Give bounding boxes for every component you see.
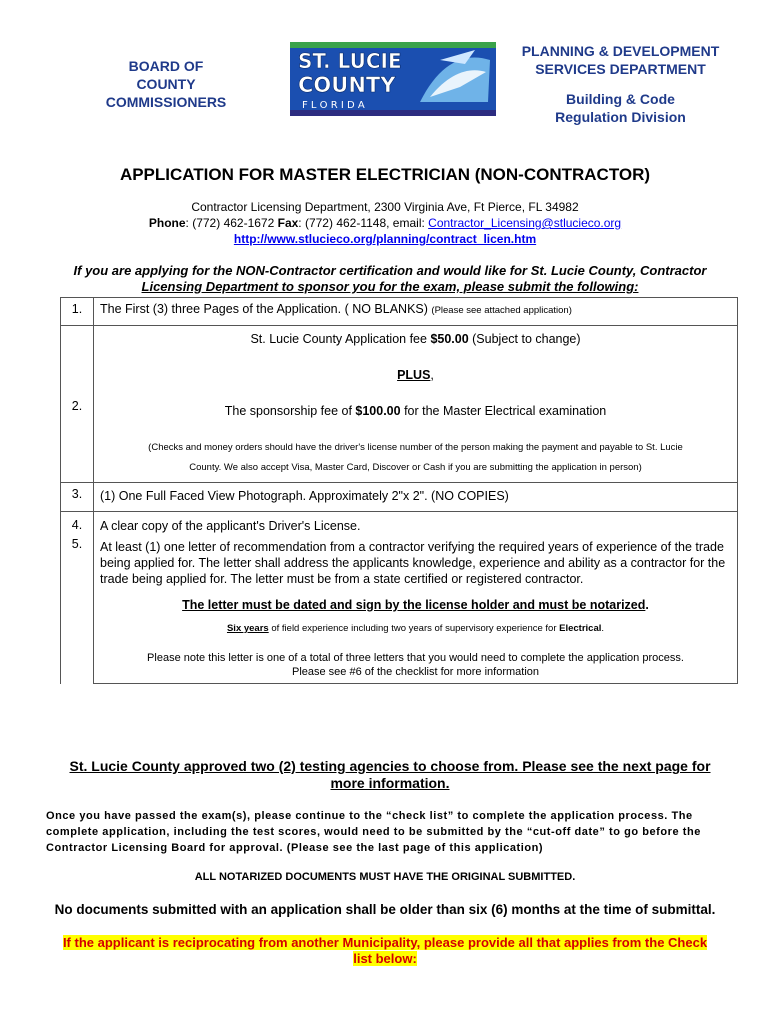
- item-text: (1) One Full Faced View Photograph. Approximately 2"x 2". (NO COPIES): [94, 483, 738, 512]
- item-text: A clear copy of the applicant's Driver's License. At least (1) one letter of recommendation from a contractor verifying the required years of experience of the trade being applied for. The letter shall address the applicants knowledge, experience and ability as a contractor for the trade being applied for. The letter must be from a state certified or registered contractor. The letter must be dated and sign by the license holder and must be notarized. Six years of field experience including two years of supervisory experience for Electrical. Please note this letter is one of a total of three letters that you would need to complete the application process. Please see #6 of the checklist for more information: [94, 512, 738, 684]
- table-row: [61, 298, 738, 326]
- page-title: APPLICATION FOR MASTER ELECTRICIAN (NON-CONTRACTOR): [119, 165, 651, 184]
- item-number: 3.: [61, 483, 94, 512]
- logo-text-3: F L O R I D A: [302, 100, 365, 111]
- st-lucie-county-logo: [290, 42, 496, 116]
- address: Contractor Licensing Department, 2300 Virginia Ave, Ft Pierce, FL 34982: [191, 200, 579, 214]
- logo-text-1: ST. LUCIE: [298, 49, 402, 73]
- contact-info: [0, 199, 770, 247]
- item-number: 2.: [61, 326, 94, 483]
- application-fee: St. Lucie County Application fee $50.00 (Subject to change): [250, 332, 581, 346]
- header-left-line: BOARD OF: [128, 58, 204, 74]
- email-link[interactable]: Contractor_Licensing@stlucieco.org: [428, 216, 622, 230]
- intro-text: If you are applying for the NON-Contractor certification and would like for St. Lucie County, Contractor Licensing Department to sponsor you for the exam, please submit the following:: [73, 263, 707, 294]
- notarized-requirement: The letter must be dated and sign by the license holder and must be notarized.: [182, 598, 649, 612]
- document-age-notice: No documents submitted with an application shall be older than six (6) months at the time of submittal.: [54, 902, 716, 917]
- requirements-table: [60, 297, 738, 684]
- header-left-line: COMMISSIONERS: [105, 94, 227, 110]
- table-row: [61, 483, 738, 512]
- department-line: SERVICES DEPARTMENT: [535, 61, 706, 77]
- board-of-commissioners: [96, 57, 236, 111]
- payment-note: (Checks and money orders should have the driver's license number of the person making the payment and payable to St. Lucie County. We also accept Visa, Master Card, Discover or Cash if you are submitting the application in person): [148, 442, 683, 473]
- plus-label: PLUS,: [397, 368, 434, 382]
- division-line: Building & Code: [566, 91, 675, 107]
- division-line: Regulation Division: [555, 109, 686, 125]
- item-number: 1.: [61, 298, 94, 326]
- item-text: [94, 326, 738, 483]
- table-row: [61, 512, 738, 684]
- header-left-line: COUNTY: [136, 76, 196, 92]
- experience-requirement: Six years of field experience including two years of supervisory experience for Electrical.: [226, 623, 605, 634]
- item-number: 4. 5.: [61, 512, 94, 684]
- reciprocity-notice: If the applicant is reciprocating from another Municipality, please provide all that applies from the Check list below:: [62, 935, 708, 966]
- website-link[interactable]: http://www.stlucieco.org/planning/contract_licen.htm: [233, 232, 537, 246]
- sponsorship-fee: The sponsorship fee of $100.00 for the Master Electrical examination: [224, 404, 607, 418]
- table-row: [61, 326, 738, 483]
- item-text: The First (3) three Pages of the Application. ( NO BLANKS) (Please see attached application): [94, 298, 738, 326]
- letter-note: Please note this letter is one of a total of three letters that you would need to complete the application process. Please see #6 of the checklist for more information: [147, 652, 684, 678]
- logo-text-2: COUNTY: [298, 73, 396, 97]
- notarized-documents-notice: ALL NOTARIZED DOCUMENTS MUST HAVE THE ORIGINAL SUBMITTED.: [194, 871, 576, 883]
- planning-department: [498, 42, 743, 126]
- department-line: PLANNING & DEVELOPMENT: [521, 43, 720, 59]
- testing-agencies-notice: St. Lucie County approved two (2) testing agencies to choose from. Please see the next page for more information.: [69, 758, 711, 791]
- phone-fax-email: Phone: (772) 462-1672 Fax: (772) 462-1148, email: Contractor_Licensing@stlucieco.org: [148, 216, 622, 230]
- post-exam-instructions: Once you have passed the exam(s), please continue to the “check list” to complete the application process. The complete application, including the test scores, would need to be submitted by the “cut-off date” to go before the Contractor Licensing Board for approval. (Please see the last page of this application): [46, 810, 701, 854]
